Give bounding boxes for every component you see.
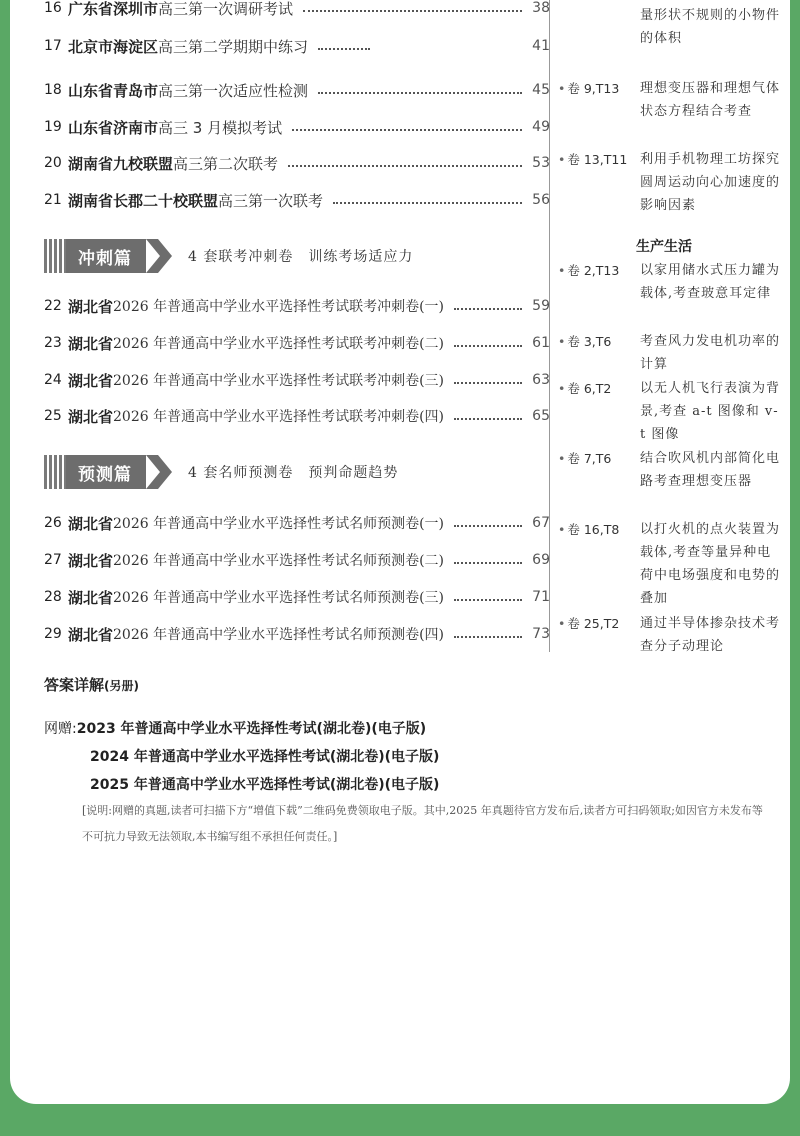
entry-title: 2026 年普通高中学业水平选择性考试联考冲刺卷(四)	[113, 409, 445, 425]
sprint-section-banner	[44, 239, 550, 273]
sidebar-note-text: 以家用储水式压力罐为载体,考查玻意耳定律	[640, 263, 781, 301]
entry-region: 湖北省	[68, 297, 114, 316]
sidebar-note-key: • 卷 13,T11	[558, 152, 628, 167]
answer-heading: 答案详解(另册)	[44, 676, 139, 694]
gift-line: 2025 年普通高中学业水平选择性考试(湖北卷)(电子版)	[90, 777, 440, 793]
chevron-right-icon	[146, 455, 176, 489]
entry-region: 湖南省长郡二十校联盟	[68, 191, 219, 210]
section-label: 冲刺篇	[66, 239, 146, 273]
entry-number: 22	[44, 298, 62, 314]
toc-entry[interactable]	[44, 548, 550, 572]
sidebar-note-key: • 卷 16,T8	[558, 522, 620, 537]
gift-line: 2024 年普通高中学业水平选择性考试(湖北卷)(电子版)	[90, 749, 440, 765]
entry-number: 19	[44, 119, 62, 135]
entry-region: 湖南省九校联盟	[68, 154, 174, 173]
entry-title: 高三 3 月模拟考试	[158, 118, 283, 137]
toc-entry[interactable]	[44, 511, 550, 535]
entry-page: 45	[532, 82, 550, 98]
sidebar-note-text: 量形状不规则的小物件的体积	[640, 8, 781, 46]
entry-title: 2026 年普通高中学业水平选择性考试联考冲刺卷(一)	[113, 299, 445, 315]
leader-dots	[454, 345, 522, 347]
entry-region: 湖北省	[68, 588, 114, 607]
entry-page: 71	[532, 589, 550, 605]
entry-number: 24	[44, 372, 62, 388]
entry-page: 53	[532, 155, 550, 171]
predict-section-banner	[44, 455, 550, 489]
sidebar-heading: 生产生活	[636, 239, 692, 255]
leader-dots	[303, 10, 522, 12]
entry-title: 2026 年普通高中学业水平选择性考试名师预测卷(四)	[113, 627, 445, 643]
banner-stripes	[44, 455, 66, 489]
entry-title: 2026 年普通高中学业水平选择性考试名师预测卷(二)	[113, 553, 445, 569]
leader-dots	[292, 129, 522, 131]
toc-entry[interactable]	[44, 622, 550, 646]
entry-region: 湖北省	[68, 371, 114, 390]
entry-number: 16	[44, 0, 62, 16]
entry-title: 高三第一次适应性检测	[158, 81, 309, 100]
toc-entry[interactable]	[44, 115, 550, 139]
entry-number: 28	[44, 589, 62, 605]
sidebar-note-key: • 卷 9,T13	[558, 81, 620, 96]
toc-entry[interactable]	[44, 188, 550, 212]
entry-number: 26	[44, 515, 62, 531]
toc-entry[interactable]	[44, 331, 550, 355]
section-description: 4 套联考冲刺卷 训练考场适应力	[188, 249, 414, 265]
toc-entry[interactable]	[44, 34, 550, 58]
entry-page: 56	[532, 192, 550, 208]
toc-entry[interactable]	[44, 151, 550, 175]
gift-line: 网赠:2023 年普通高中学业水平选择性考试(湖北卷)(电子版)	[44, 721, 427, 737]
chevron-right-icon	[146, 239, 176, 273]
sidebar-note-text: 利用手机物理工坊探究圆周运动向心加速度的影响因素	[640, 152, 781, 213]
banner-stripes	[44, 239, 66, 273]
entry-page: 38	[532, 0, 550, 16]
entry-title: 高三第一次调研考试	[158, 0, 294, 18]
entry-title: 2026 年普通高中学业水平选择性考试联考冲刺卷(三)	[113, 373, 445, 389]
disclaimer-note: [说明:网赠的真题,读者可扫描下方“增值下载”二维码免费领取电子版。其中,2025 年真题待官方发布后,读者方可扫码领取;如因官方未发布等不可抗力导致无法领取,本书编写组不承担任何责任。]	[82, 804, 763, 843]
entry-region: 湖北省	[68, 551, 114, 570]
entry-number: 25	[44, 408, 62, 424]
sidebar-note-text: 通过半导体掺杂技术考查分子动理论	[640, 616, 781, 654]
entry-title: 高三第二次联考	[173, 154, 279, 173]
entry-page: 69	[532, 552, 550, 568]
entry-number: 27	[44, 552, 62, 568]
entry-region: 北京市海淀区	[68, 37, 159, 56]
entry-page: 49	[532, 119, 550, 135]
toc-entry[interactable]	[44, 78, 550, 102]
sidebar-note-key: • 卷 6,T2	[558, 381, 612, 396]
entry-number: 23	[44, 335, 62, 351]
sidebar-note-text: 理想变压器和理想气体状态方程结合考查	[640, 81, 781, 119]
entry-region: 广东省深圳市	[68, 0, 159, 18]
entry-number: 20	[44, 155, 62, 171]
sidebar-note-text: 以无人机飞行表演为背景,考查 a-t 图像和 v-t 图像	[640, 381, 781, 442]
leader-dots	[454, 382, 522, 384]
leader-dots	[318, 92, 522, 94]
entry-number: 17	[44, 38, 62, 54]
entry-region: 湖北省	[68, 625, 114, 644]
entry-page: 63	[532, 372, 550, 388]
sidebar-note-key: • 卷 3,T6	[558, 334, 612, 349]
leader-dots	[454, 308, 522, 310]
document-page	[10, 0, 790, 1104]
leader-dots	[454, 418, 522, 420]
leader-dots	[454, 525, 522, 527]
entry-title: 高三第二学期期中练习	[158, 37, 309, 56]
leader-dots	[333, 202, 522, 204]
toc-entry[interactable]	[44, 585, 550, 609]
leader-dots	[454, 562, 522, 564]
entry-page: 61	[532, 335, 550, 351]
entry-title: 2026 年普通高中学业水平选择性考试名师预测卷(一)	[113, 516, 445, 532]
sidebar-note-text: 结合吹风机内部简化电路考查理想变压器	[640, 451, 781, 489]
entry-region: 山东省青岛市	[68, 81, 159, 100]
toc-entry[interactable]	[44, 294, 550, 318]
leader-dots	[454, 599, 522, 601]
entry-region: 湖北省	[68, 407, 114, 426]
entry-title: 2026 年普通高中学业水平选择性考试联考冲刺卷(二)	[113, 336, 445, 352]
sidebar-note-key: • 卷 25,T2	[558, 616, 620, 631]
entry-title: 高三第一次联考	[218, 191, 324, 210]
entry-number: 18	[44, 82, 62, 98]
column-divider	[549, 0, 550, 652]
toc-entry[interactable]	[44, 368, 550, 392]
entry-page: 65	[532, 408, 550, 424]
entry-number: 21	[44, 192, 62, 208]
entry-region: 湖北省	[68, 334, 114, 353]
sidebar-note-key: • 卷 2,T13	[558, 263, 620, 278]
sidebar-note-key: • 卷 7,T6	[558, 451, 612, 466]
gift-label: 网赠:	[44, 721, 77, 737]
toc-entry[interactable]	[44, 0, 550, 20]
leader-dots	[318, 48, 370, 50]
entry-page: 67	[532, 515, 550, 531]
section-label: 预测篇	[66, 455, 146, 489]
sidebar-note-text: 以打火机的点火装置为载体,考查等量异种电荷中电场强度和电势的叠加	[640, 522, 781, 606]
entry-region: 山东省济南市	[68, 118, 159, 137]
entry-region: 湖北省	[68, 514, 114, 533]
entry-title: 2026 年普通高中学业水平选择性考试名师预测卷(三)	[113, 590, 445, 606]
sidebar-note-text: 考查风力发电机功率的计算	[640, 334, 781, 372]
entry-number: 29	[44, 626, 62, 642]
toc-entry[interactable]	[44, 404, 550, 428]
entry-page: 73	[532, 626, 550, 642]
entry-page: 59	[532, 298, 550, 314]
section-description: 4 套名师预测卷 预判命题趋势	[188, 465, 399, 481]
leader-dots	[454, 636, 522, 638]
leader-dots	[288, 165, 522, 167]
entry-page: 41	[532, 38, 550, 54]
